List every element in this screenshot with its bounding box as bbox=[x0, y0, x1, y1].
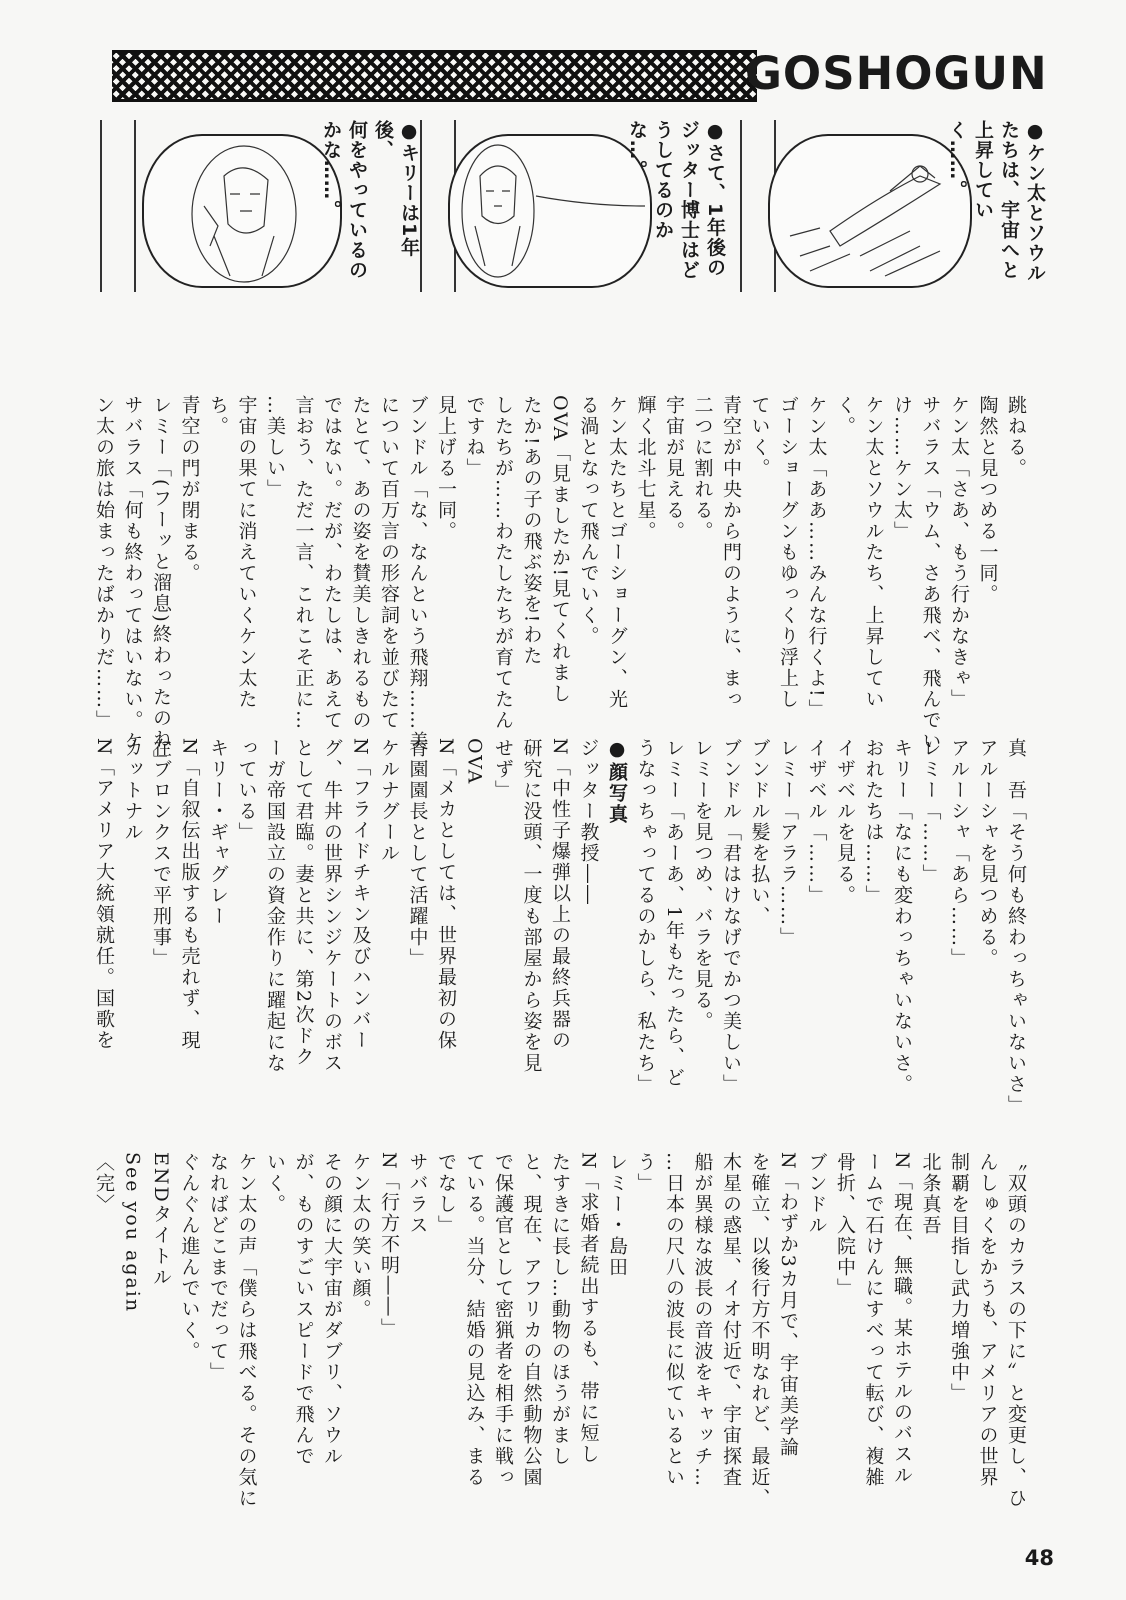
storyboard-panel bbox=[740, 120, 1046, 292]
panel-caption: ●さて、1年後の ジッター博士はど うしてるのかな…。 bbox=[626, 120, 726, 280]
script-block-top: 跳ねる。 陶然と見つめる一同。 ケン太「さあ、もう行かなきゃ」 サバラス「ウム、さあ飛べ、飛んでい け……ケン太」 ケン太とソウルたち、上昇してい く。 ケン太「ああ……みんな行くよ!」 ゴーショーグンもゆっくり浮上し ていく。 青空が中央から門のように、まっ 二つに割れる。 宇宙が見える。 輝く北斗七星。 ケン太たちとゴーショーグン、光 る渦となって飛んでいく。 OVA「見ましたか!見てくれまし たか!あの子の飛ぶ姿を!わた したちが……わたしたちが育てたん ですね」 見上げる一同。 ブンドル「な、なんという飛翔……美 について百万言の形容詞を並びたて たとて、あの姿を賛美しきれるもの ではない。だが、わたしは、あえて 言おう、ただ一言、これこそ正に… …美しい」 宇宙の果てに消えていくケン太た ち。 青空の門が閉まる。 レミー「(フーッと溜息)終わったのね」 サバラス「何も終わってはいない。ケ ン太の旅は始まったばかりだ……」 bbox=[93, 395, 1027, 771]
page-title: GOSHOGUN bbox=[745, 47, 1048, 100]
panel-illustration bbox=[768, 134, 972, 288]
script-block-middle: 真 吾「そう何も終わっちゃいないさ」 アルーシャを見つめる。 アルーシャ「あら……」 レミー「……」 キリー「なにも変わっちゃいないさ。 おれたちは……」 イザベルを見る。 イザベル「……」 レミー「アララ……」 ブンドル髪を払い、 ブンドル「君はけなげでかつ美しい」 レミーを見つめ、バラを見る。 レミー「あーあ、1年もたったら、ど うなっちゃってるのかしら、私たち」 ●顔写真 ジッター教授―― N「中性子爆弾以上の最終兵器の 研究に没頭、一度も部屋から姿を見 せず」 OVA N「メカとしては、世界最初の保 育園園長として活躍中」 ケルナグール N「フライドチキン及びハンバー グ、牛丼の世界シンジケートのボス として君臨。妻と共に、第2次ドク ーガ帝国設立の資金作りに躍起にな っている」 キリー・ギャグレー N「自叙伝出版するも売れず、現 在ブロンクスで平刑事」 カットナル N「アメリア大統領就任。国歌を bbox=[93, 738, 1027, 1116]
script-block-bottom: 〝双頭のカラスの下に〟と変更し、ひ んしゅくをかうも、アメリアの世界 制覇を目指し武力増強中」 北条真吾 N「現在、無職。某ホテルのバスル ームで石けんにすべって転び、複雑 骨折、入院中」 ブンドル N「わずか3カ月で、宇宙美学論 を確立、以後行方不明なれど、最近、 木星の惑星、イオ付近で、宇宙探査 船が異様な波長の音波をキャッチ… …日本の尺八の波長に似ているとい う」 レミー・島田 N「求婚者続出するも、帯に短し たすきに長し…動物のほうがまし と、現在、アフリカの自然動物公園 で保護官として密猟者を相手に戦っ ている。当分、結婚の見込み、まる でなし」 サバラス N「行方不明――」 ケン太の笑い顔。 その顔に大宇宙がダブリ、ソウル が、ものすごいスピードで飛んで いく。 ケン太の声「僕らは飛べる。その気に なればどこまでだって」 ぐんぐん進んでいく。 ENDタイトル See you again 〈完〉 bbox=[93, 1152, 1027, 1509]
section-heading: ●顔写真 bbox=[606, 738, 628, 825]
panel-illustration bbox=[142, 134, 342, 288]
panel-caption: ●キリーは1年後、 何をやっているの かな……。 bbox=[320, 120, 420, 280]
panel-caption: ●ケン太とソウル たちは、宇宙へと 上昇していく……。 bbox=[946, 120, 1046, 283]
page-number: 48 bbox=[1024, 1546, 1054, 1570]
film-strip bbox=[100, 120, 136, 292]
storyboard-panel bbox=[420, 120, 726, 292]
decorative-pattern-band bbox=[112, 50, 757, 102]
storyboard-panel bbox=[100, 120, 420, 292]
panel-illustration bbox=[448, 134, 652, 288]
